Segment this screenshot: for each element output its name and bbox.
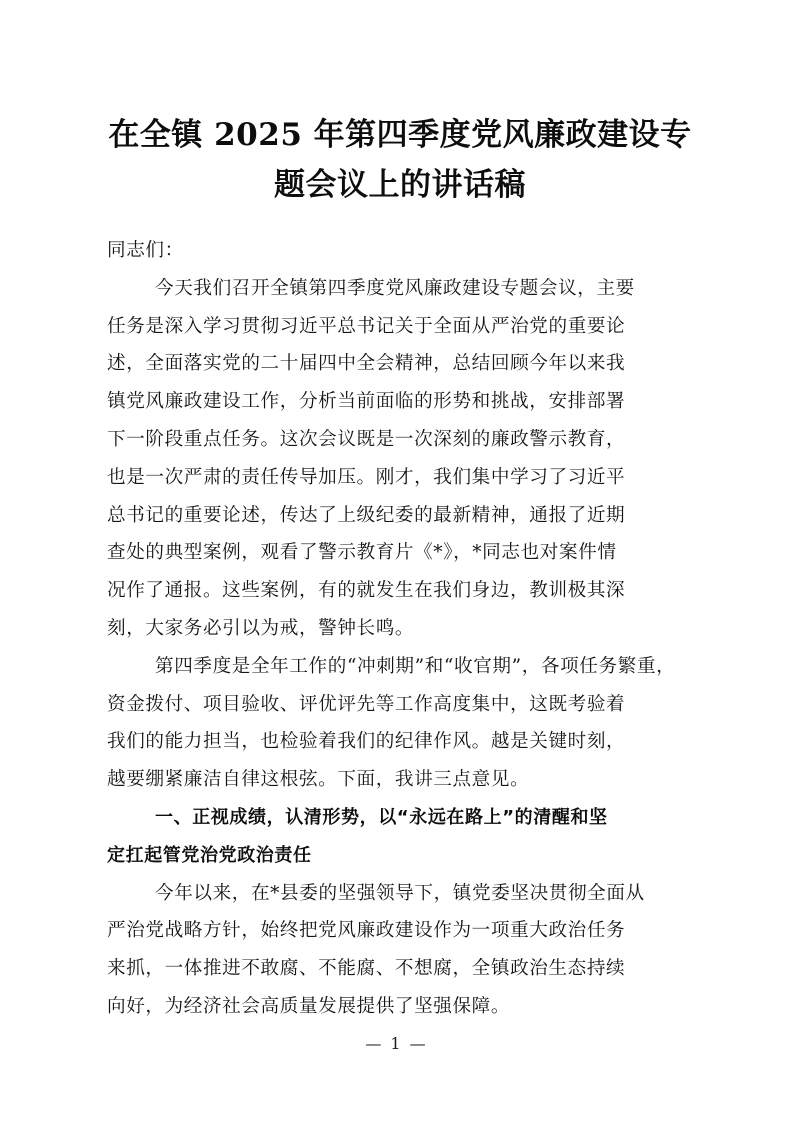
heading-line: 定扛起管党治党政治责任	[107, 844, 312, 866]
text-line: 向好，为经济社会高质量发展提供了坚强保障。	[107, 995, 511, 1017]
document-title	[100, 110, 700, 210]
text-line: 严治党战略方针，始终把党风廉政建设作为一项重大政治任务	[107, 920, 626, 942]
paragraph-achievements	[107, 875, 689, 1026]
text-line: 任务是深入学习贯彻习近平总书记关于全面从严治党的重要论	[107, 315, 626, 337]
salutation	[107, 232, 689, 270]
document-body	[107, 232, 689, 1026]
text-line: 下一阶段重点任务。这次会议既是一次深刻的廉政警示教育，	[107, 428, 626, 450]
title-line: 在全镇 2025 年第四季度党风廉政建设专	[108, 117, 692, 153]
text-line: 第四季度是全年工作的“冲刺期”和“收官期”，各项任务繁重，	[155, 655, 676, 677]
text-line: 总书记的重要论述，传达了上级纪委的最新精神，通报了近期	[107, 504, 626, 526]
salutation-text: 同志们：	[107, 240, 184, 261]
title-line: 题会议上的讲话稿	[274, 167, 526, 203]
page-number: — 1 —	[365, 1034, 428, 1053]
text-line: 今年以来，在*县委的坚强领导下，镇党委坚决贯彻全面从	[155, 882, 645, 904]
text-line: 镇党风廉政建设工作，分析当前面临的形势和挑战，安排部署	[107, 391, 626, 413]
text-line: 查处的典型案例，观看了警示教育片《*》，*同志也对案件情	[107, 542, 617, 564]
text-line: 资金拨付、项目验收、评优评先等工作高度集中，这既考验着	[107, 693, 626, 715]
text-line: 今天我们召开全镇第四季度党风廉政建设专题会议，主要	[155, 277, 635, 299]
text-line: 越要绷紧廉洁自律这根弦。下面，我讲三点意见。	[107, 769, 530, 791]
text-line: 也是一次严肃的责任传导加压。刚才，我们集中学习了习近平	[107, 466, 626, 488]
text-line: 我们的能力担当，也检验着我们的纪律作风。越是关键时刻，	[107, 731, 626, 753]
text-line: 刻，大家务必引以为戒，警钟长鸣。	[107, 617, 415, 639]
text-line: 况作了通报。这些案例，有的就发生在我们身边，教训极其深	[107, 580, 626, 602]
text-line: 述，全面落实党的二十届四中全会精神，总结回顾今年以来我	[107, 353, 626, 375]
paragraph-fourth-quarter	[107, 648, 689, 799]
heading-line: 一、正视成绩，认清形势，以“永远在路上”的清醒和坚	[155, 806, 608, 828]
paragraph-opening	[107, 270, 689, 648]
section-heading-1	[107, 799, 689, 875]
text-line: 来抓，一体推进不敢腐、不能腐、不想腐，全镇政治生态持续	[107, 958, 626, 980]
